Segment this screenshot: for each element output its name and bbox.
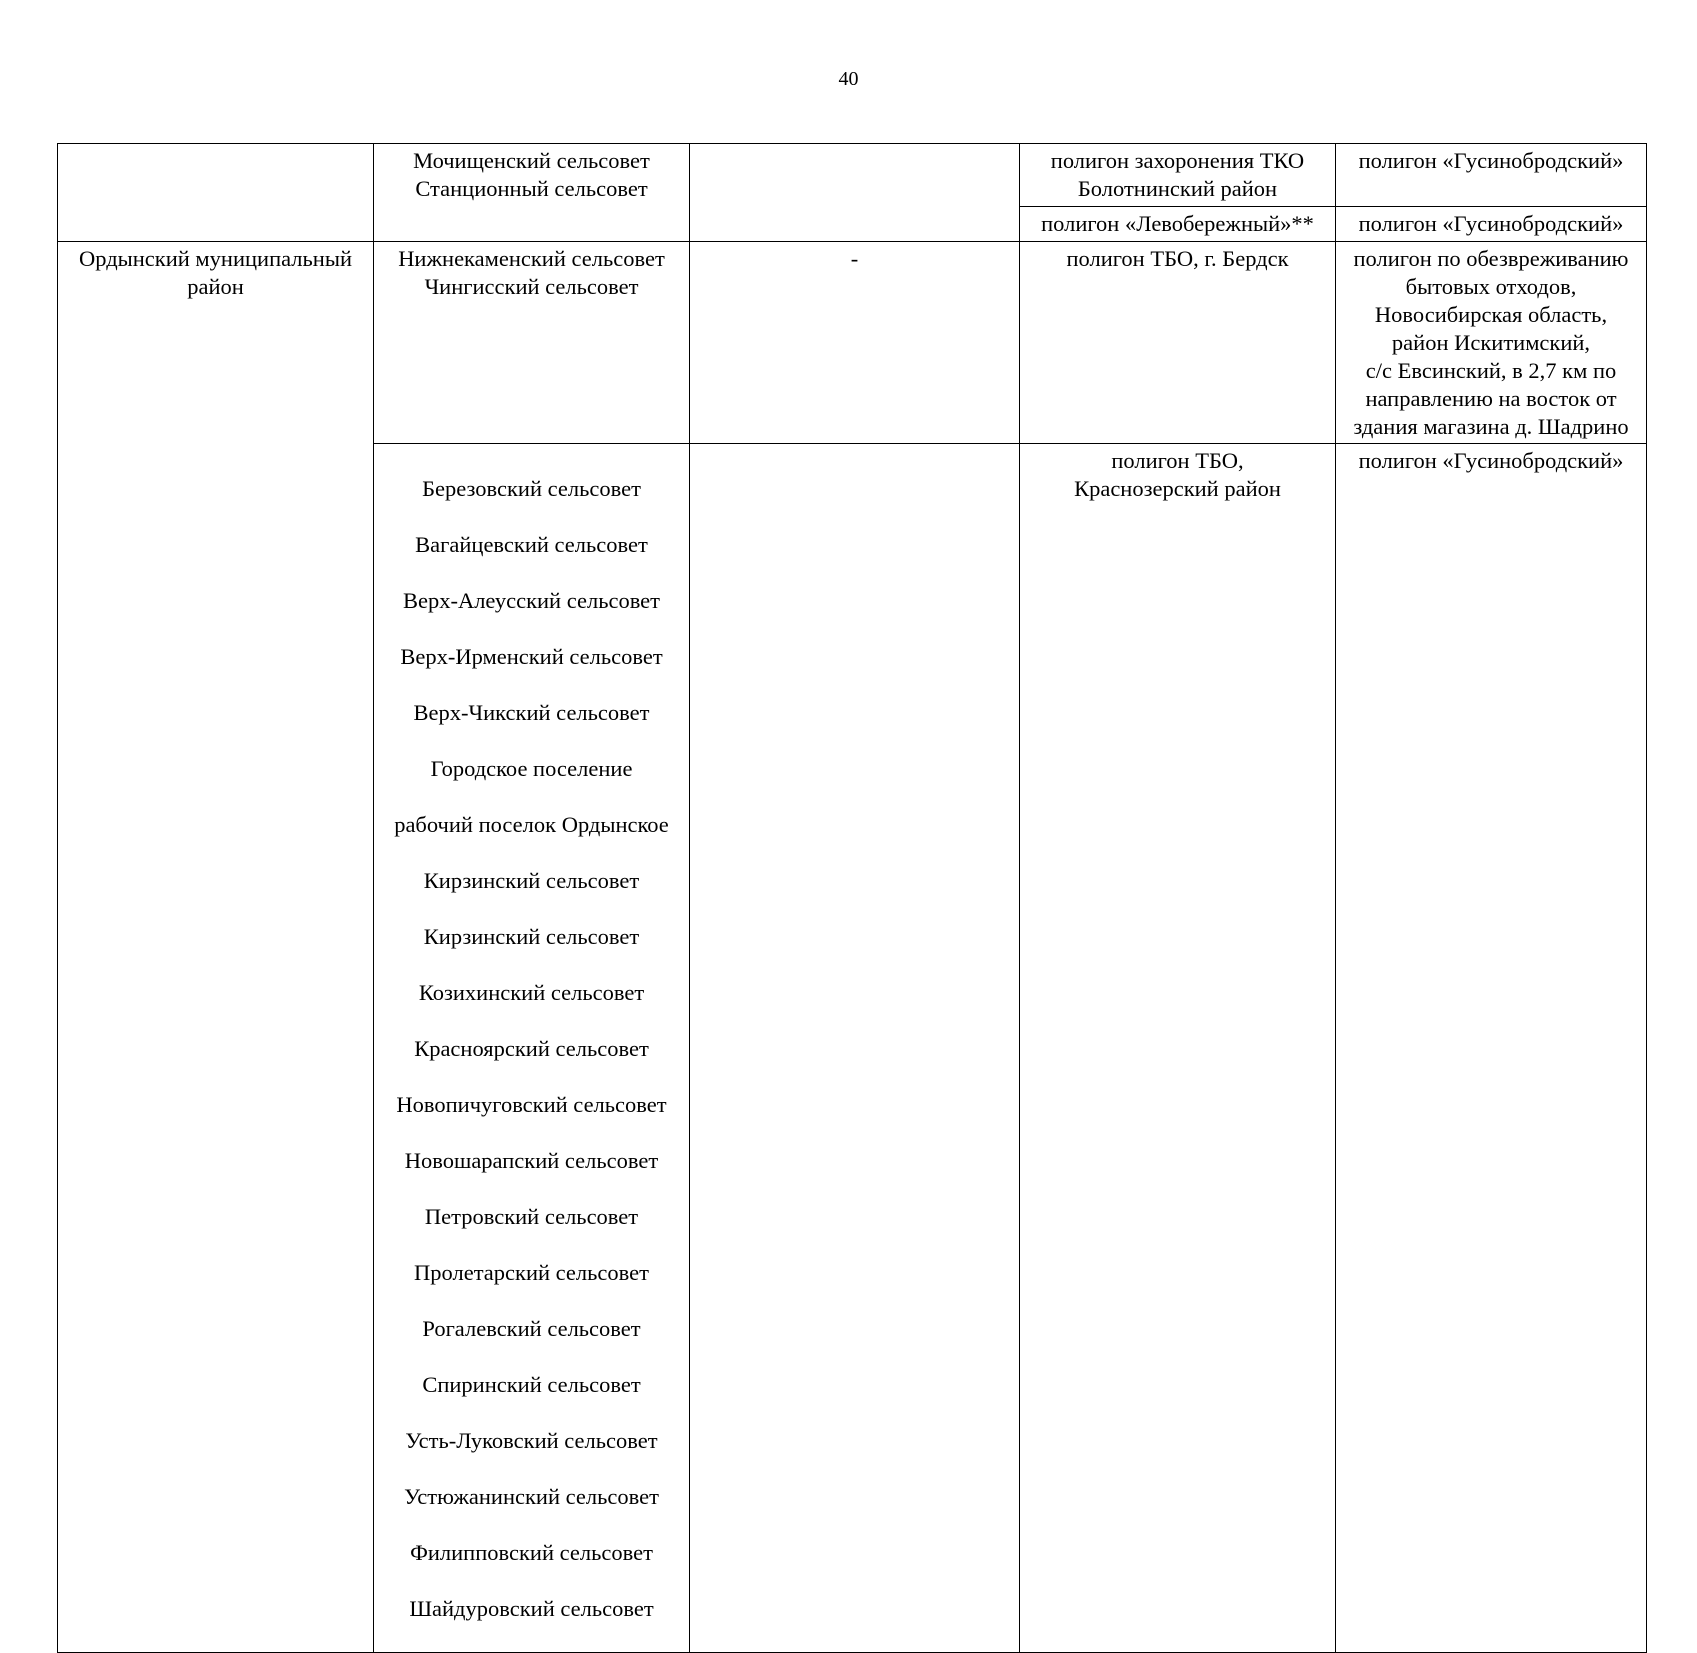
settlement-line: Рогалевский сельсовет <box>422 1316 641 1341</box>
landfill-cell: полигон «Левобережный»** <box>1020 207 1336 242</box>
district-cell <box>58 144 374 242</box>
settlement-line: рабочий поселок Ордынское <box>394 812 669 837</box>
settlement-line: Верх-Ирменский сельсовет <box>400 644 663 669</box>
page-number: 40 <box>838 68 859 90</box>
settlement-line: Новопичуговский сельсовет <box>396 1092 667 1117</box>
settlement-line: Козихинский сельсовет <box>418 980 645 1005</box>
settlement-line: Городское поселение <box>430 756 633 781</box>
reserve-landfill-cell: полигон «Гусинобродский» <box>1336 207 1647 242</box>
transfer-station-cell <box>690 144 1020 242</box>
settlement-line: Березовский сельсовет <box>422 476 641 501</box>
waste-routing-table <box>57 143 1647 1653</box>
settlements-cell: Мочищенский сельсовет Станционный сельсовет <box>374 144 690 242</box>
district-cell: Ордынский муниципальный район <box>58 242 374 1653</box>
settlements-cell <box>374 444 690 1653</box>
settlement-line: Верх-Чикский сельсовет <box>413 700 650 725</box>
reserve-landfill-cell: полигон «Гусинобродский» <box>1336 144 1647 207</box>
reserve-landfill-cell: полигон по обезвреживанию бытовых отходов, Новосибирская область, район Искитимский, с/с Евсинский, в 2,7 км по направлению на восток от здания магазина д. Шадрино <box>1336 242 1647 444</box>
landfill-cell: полигон захоронения ТКО Болотнинский район <box>1020 144 1336 207</box>
settlement-line: Усть-Луковский сельсовет <box>405 1428 658 1453</box>
table-row <box>58 242 1647 444</box>
settlement-line: Пролетарский сельсовет <box>414 1260 649 1285</box>
transfer-station-cell: - <box>690 242 1020 444</box>
settlements-cell: Нижнекаменский сельсовет Чингисский сельсовет <box>374 242 690 444</box>
reserve-landfill-cell: полигон «Гусинобродский» <box>1336 444 1647 1653</box>
landfill-cell: полигон ТБО, г. Бердск <box>1020 242 1336 444</box>
settlement-line: Кирзинский сельсовет <box>423 924 640 949</box>
settlement-line: Красноярский сельсовет <box>414 1036 649 1061</box>
settlement-line: Вагайцевский сельсовет <box>415 532 648 557</box>
settlement-line: Устюжанинский сельсовет <box>404 1484 659 1509</box>
transfer-station-cell <box>690 444 1020 1653</box>
landfill-cell: полигон ТБО, Краснозерский район <box>1020 444 1336 1653</box>
settlement-line: Кирзинский сельсовет <box>423 868 640 893</box>
settlement-line: Спиринский сельсовет <box>422 1372 641 1397</box>
settlement-line: Шайдуровский сельсовет <box>409 1596 654 1621</box>
settlement-line: Новошарапский сельсовет <box>404 1148 659 1173</box>
settlement-line: Верх-Алеусский сельсовет <box>402 588 661 613</box>
table-row <box>58 144 1647 207</box>
settlement-line: Петровский сельсовет <box>424 1204 639 1229</box>
settlement-line: Филипповский сельсовет <box>410 1540 653 1565</box>
